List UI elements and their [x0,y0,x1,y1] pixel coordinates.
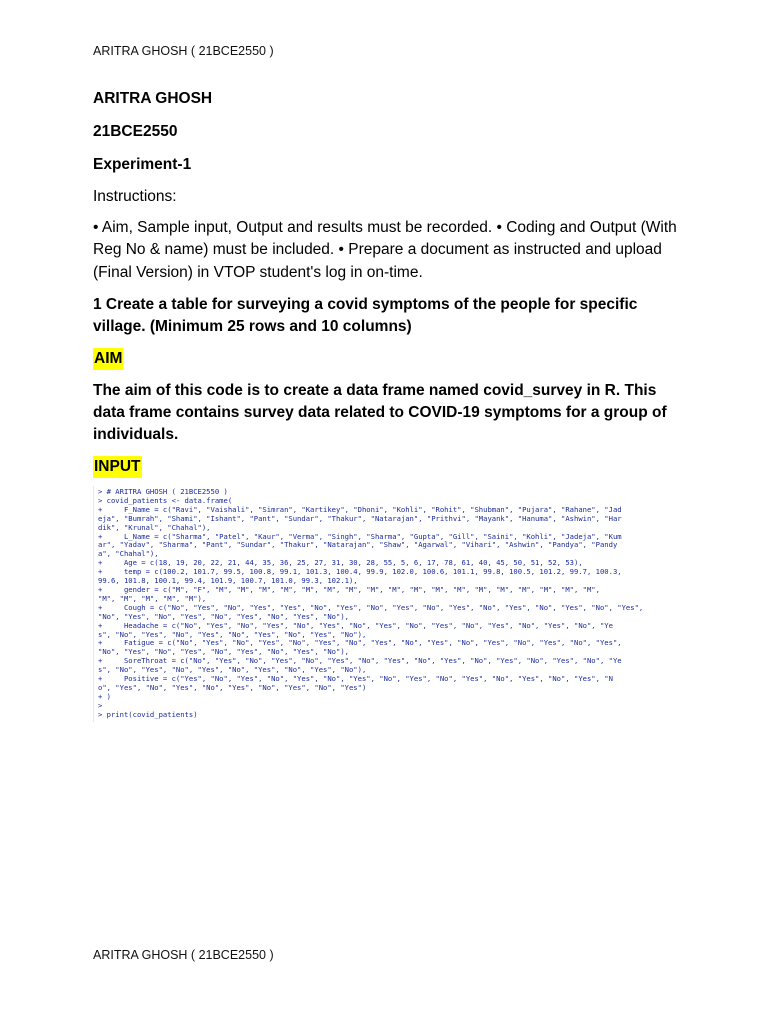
code-line: a", "Chahal"), [98,549,159,559]
code-line: s", "No", "Yes", "No", "Yes", "No", "Yes", "No", "Yes", "No"), [98,665,367,675]
instructions-text: • Aim, Sample input, Output and results must be recorded. • Coding and Output (With Reg No & name) must be included. • Prepare a document as instructed and upload (Final Version) in VTOP student's log in on-time. [93,218,677,281]
page-header: ARITRA GHOSH ( 21BCE2550 ) [93,44,274,58]
experiment-title: Experiment-1 [93,156,192,173]
code-line: o", "Yes", "No", "Yes", "No", "Yes", "No", "Yes", "No", "Yes") [98,682,367,692]
code-line: "No", "Yes", "No", "Yes", "No", "Yes", "No", "Yes", "No"), [98,647,349,657]
code-line: s", "No", "Yes", "No", "Yes", "No", "Yes", "No", "Yes", "No"), [98,629,367,639]
code-line: > # ARITRA GHOSH ( 21BCE2550 ) [98,487,228,496]
code-line: + ) [98,691,111,701]
code-line: + Headache = c("No", "Yes", "No", "Yes", "No", "Yes", "No", "Yes", "No", "Yes", "No", "Yes", "No", "Yes", "No", "Ye [98,620,613,630]
code-line: "No", "Yes", "No", "Yes", "No", "Yes", "No", "Yes", "No"), [98,611,349,621]
r-console-screenshot [93,486,674,722]
code-line: dik", "Krunal", "Chahal"), [98,522,211,532]
code-line: > covid_patients <- data.frame( [98,495,233,505]
student-name: ARITRA GHOSH [93,90,213,107]
code-line: + Fatigue = c("No", "Yes", "No", "Yes", "No", "Yes", "No", "Yes", "No", "Yes", "No", "Yes", "No", "Yes", "No", "Yes", [98,638,622,648]
code-line: + SoreThroat = c("No", "Yes", "No", "Yes", "No", "Yes", "No", "Yes", "No", "Yes", "No", "Yes", "No", "Yes", "No", "Ye [98,656,622,666]
code-line: + F_Name = c("Ravi", "Vaishali", "Simran", "Kartikey", "Dhoni", "Kohli", "Rohit", "Shubman", "Pujara", "Rahane", "Jad [98,504,622,514]
code-line: + L_Name = c("Sharma", "Patel", "Kaur", "Verma", "Singh", "Sharma", "Gupta", "Gill", "Saini", "Kohli", "Jadeja", "Kum [98,531,622,541]
task-statement: 1 Create a table for surveying a covid symptoms of the people for specific village. (Minimum 25 rows and 10 columns) [93,296,638,335]
page-footer: ARITRA GHOSH ( 21BCE2550 ) [93,948,274,962]
instructions-label: Instructions: [93,188,177,205]
input-heading: INPUT [93,456,142,478]
code-line: 99.6, 101.8, 100.1, 99.4, 101.9, 100.7, 101.0, 99.3, 102.1), [98,576,358,586]
reg-number: 21BCE2550 [93,123,178,140]
aim-heading: AIM [93,348,123,370]
code-line: + gender = c("M", "F", "M", "M", "M", "M", "M", "M", "M", "M", "M", "M", "M", "M", "M", "M", "M", "M", "M", "M", [98,584,600,594]
code-line: + temp = c(100.2, 101.7, 99.5, 100.8, 99.1, 101.3, 100.4, 99.9, 102.0, 100.6, 101.1, 99.8, 100.5, 101.2, 99.7, 100.3, [98,567,622,577]
code-line: + Cough = c("No", "Yes", "No", "Yes", "Yes", "No", "Yes", "No", "Yes", "No", "Yes", "No", "Yes", "No", "Yes", "No", "Yes", [98,602,644,612]
r-code-block [94,486,674,720]
code-line: > [98,700,103,710]
code-line: eja", "Bumrah", "Shami", "Ishant", "Pant", "Sundar", "Thakur", "Natarajan", "Prithvi", "Mayank", "Hanuma", "Ashwin", "Har [98,513,622,523]
code-line: > print(covid_patients) [98,709,198,719]
code-line: ar", "Yadav", "Sharma", "Pant", "Sundar", "Thakur", "Natarajan", "Shaw", "Agarwal", "Vihari", "Ashwin", "Pandya", "Pandy [98,540,618,550]
document-body [93,88,683,478]
code-line: "M", "M", "M", "M", "M"), [98,593,207,603]
code-line: + Age = c(18, 19, 20, 22, 21, 44, 35, 36, 25, 27, 31, 30, 28, 55, 5, 6, 17, 78, 61, 40, 45, 50, 51, 52, 53), [98,558,583,568]
code-line: + Positive = c("Yes", "No", "Yes", "No", "Yes", "No", "Yes", "No", "Yes", "No", "Yes", "No", "Yes", "No", "Yes", "N [98,674,613,684]
aim-text: The aim of this code is to create a data frame named covid_survey in R. This data frame contains survey data related to COVID-19 symptoms for a group of individuals. [93,382,667,443]
